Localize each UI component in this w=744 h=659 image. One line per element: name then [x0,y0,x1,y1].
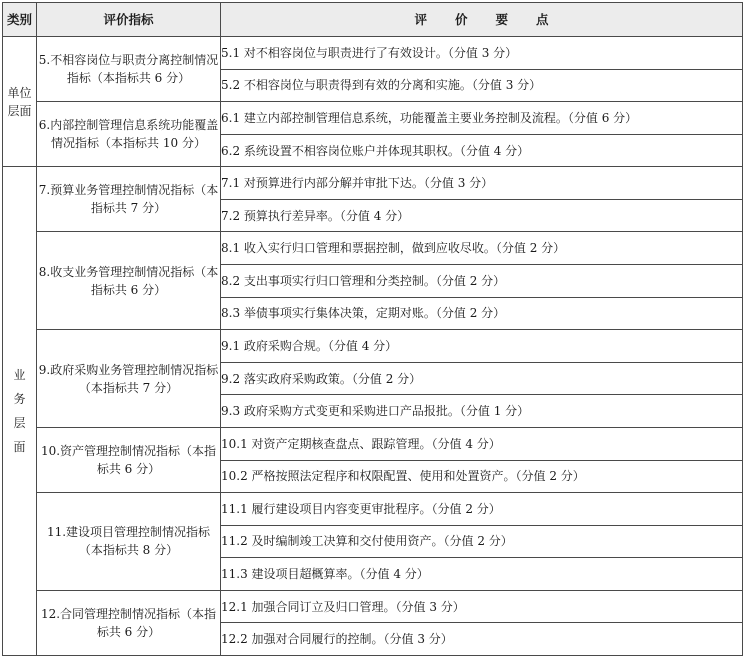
table-row [3,427,743,460]
header-points-text: 评价要点 [414,11,577,27]
point-cell: 9.1 政府采购合规。（分值 4 分） [221,330,743,363]
point-cell: 7.2 预算执行差异率。（分值 4 分） [221,199,743,232]
table-header-row [3,3,743,37]
point-cell: 5.2 不相容岗位与职责得到有效的分离和实施。（分值 3 分） [221,69,743,102]
indicator-cell: 9.政府采购业务管理控制情况指标（本指标共 7 分） [37,330,221,428]
indicator-cell: 12.合同管理控制情况指标（本指标共 6 分） [37,590,221,655]
point-cell: 8.1 收入实行归口管理和票据控制，做到应收尽收。（分值 2 分） [221,232,743,265]
point-cell: 12.2 加强对合同履行的控制。（分值 3 分） [221,623,743,656]
point-cell: 11.1 履行建设项目内容变更审批程序。（分值 2 分） [221,493,743,526]
header-points [221,3,743,37]
point-cell: 5.1 对不相容岗位与职责进行了有效设计。（分值 3 分） [221,37,743,70]
point-cell: 10.1 对资产定期核查盘点、跟踪管理。（分值 4 分） [221,427,743,460]
point-cell: 11.3 建设项目超概算率。（分值 4 分） [221,558,743,591]
indicator-cell: 7.预算业务管理控制情况指标（本指标共 7 分） [37,167,221,232]
indicator-cell: 6.内部控制管理信息系统功能覆盖情况指标（本指标共 10 分） [37,102,221,167]
point-cell: 6.1 建立内部控制管理信息系统，功能覆盖主要业务控制及流程。（分值 6 分） [221,102,743,135]
category-label: 单位层面 [7,85,32,118]
point-cell: 7.1 对预算进行内部分解并审批下达。（分值 3 分） [221,167,743,200]
header-category: 类别 [3,3,37,37]
table-row [3,37,743,70]
category-label: 业务层面 [13,368,26,455]
point-cell: 8.2 支出事项实行归口管理和分类控制。（分值 2 分） [221,265,743,298]
table-row [3,232,743,265]
header-indicator: 评价指标 [37,3,221,37]
point-cell: 12.1 加强合同订立及归口管理。（分值 3 分） [221,590,743,623]
point-cell: 8.3 举债事项实行集体决策，定期对账。（分值 2 分） [221,297,743,330]
point-cell: 6.2 系统设置不相容岗位账户并体现其职权。（分值 4 分） [221,134,743,167]
category-cell [3,37,37,167]
category-cell [3,167,37,656]
table-row [3,102,743,135]
point-cell: 9.3 政府采购方式变更和采购进口产品报批。（分值 1 分） [221,395,743,428]
table-row [3,590,743,623]
indicator-cell: 8.收支业务管理控制情况指标（本指标共 6 分） [37,232,221,330]
indicator-cell: 11.建设项目管理控制情况指标（本指标共 8 分） [37,493,221,591]
table-row [3,330,743,363]
indicator-cell: 5.不相容岗位与职责分离控制情况指标（本指标共 6 分） [37,37,221,102]
point-cell: 9.2 落实政府采购政策。（分值 2 分） [221,362,743,395]
table-row [3,493,743,526]
point-cell: 11.2 及时编制竣工决算和交付使用资产。（分值 2 分） [221,525,743,558]
evaluation-table [2,2,743,656]
indicator-cell: 10.资产管理控制情况指标（本指标共 6 分） [37,427,221,492]
table-row [3,167,743,200]
point-cell: 10.2 严格按照法定程序和权限配置、使用和处置资产。（分值 2 分） [221,460,743,493]
